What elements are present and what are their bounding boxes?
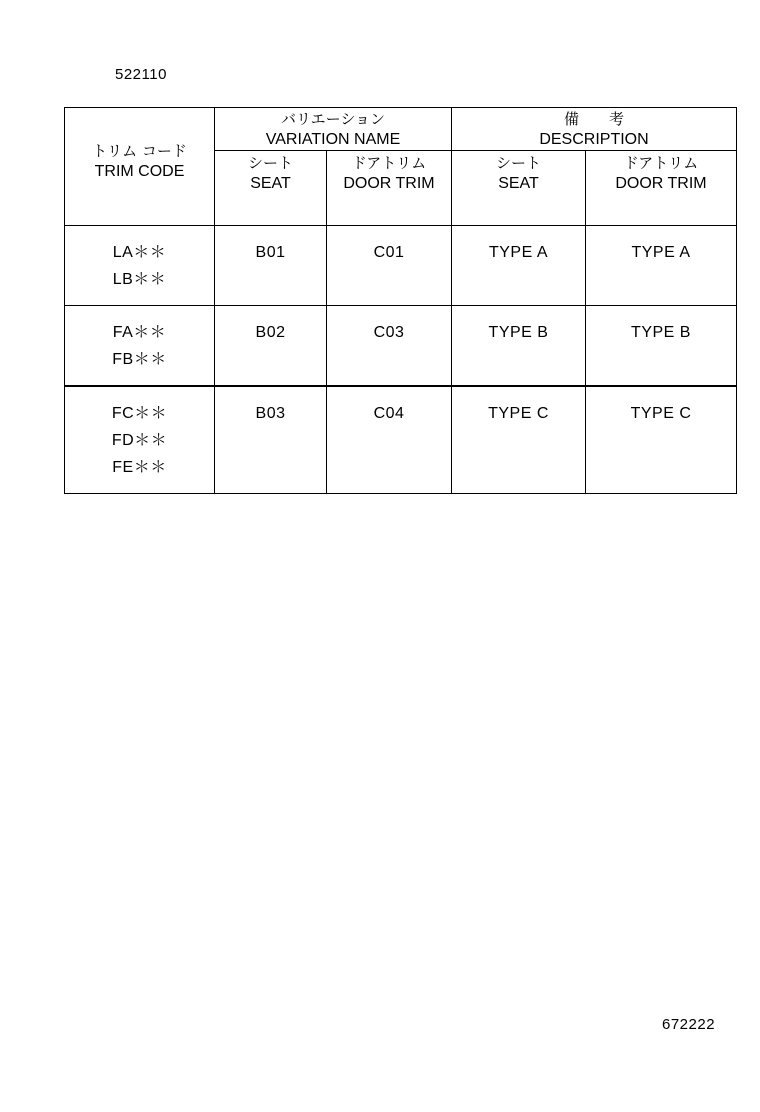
desc-seat-cell: [452, 226, 586, 306]
trim-code: LB＊＊: [112, 271, 167, 288]
description-header: [452, 108, 737, 151]
variation-name-header-en: VARIATION NAME: [265, 130, 401, 148]
table-row: [65, 226, 737, 306]
trim-code: FB＊＊: [112, 351, 167, 368]
door-trim-code: C04: [373, 405, 405, 422]
variation-door-trim-header: [327, 151, 452, 226]
seat-header-en: SEAT: [498, 175, 539, 192]
seat-cell: [215, 386, 327, 494]
seat-code: B02: [255, 324, 286, 341]
door-trim-cell: [327, 306, 452, 387]
trim-code-cell: [65, 306, 215, 387]
door-trim-code: C03: [373, 324, 405, 341]
desc-door-trim-cell: [586, 226, 737, 306]
trim-code-cell: [65, 226, 215, 306]
trim-code-header-jp: トリム コード: [92, 142, 187, 160]
desc-seat-cell: [452, 386, 586, 494]
door-trim-header-jp: ドアトリム: [623, 154, 699, 172]
seat-cell: [215, 306, 327, 387]
seat-cell: [215, 226, 327, 306]
table-row: [65, 386, 737, 494]
desc-door-trim-cell: [586, 386, 737, 494]
door-trim-cell: [327, 386, 452, 494]
desc-door-trim-cell: [586, 306, 737, 387]
page-code: 522110: [115, 66, 167, 83]
seat-code: B03: [255, 405, 286, 422]
table-row: [65, 306, 737, 387]
seat-header-jp: シート: [247, 154, 293, 172]
trim-code-cell: [65, 386, 215, 494]
trim-code: FA＊＊: [112, 324, 167, 341]
desc-door-trim-type: TYPE B: [631, 324, 691, 341]
trim-code: LA＊＊: [112, 244, 167, 261]
trim-code-header: [65, 108, 215, 226]
door-trim-header-en: DOOR TRIM: [343, 175, 435, 192]
variation-seat-header: [215, 151, 327, 226]
variation-name-header: [215, 108, 452, 151]
table-header-row: [65, 108, 737, 151]
variation-name-header-jp: バリエーション: [280, 109, 386, 128]
description-seat-header: [452, 151, 586, 226]
door-trim-header-en: DOOR TRIM: [615, 175, 707, 192]
reference-code: 672222: [662, 1016, 716, 1033]
description-door-trim-header: [586, 151, 737, 226]
description-header-en: DESCRIPTION: [539, 130, 649, 148]
desc-door-trim-type: TYPE A: [631, 244, 691, 261]
door-trim-code: C01: [373, 244, 405, 261]
trim-code-table: [64, 107, 737, 494]
desc-seat-type: TYPE A: [488, 244, 549, 261]
seat-code: B01: [255, 244, 286, 261]
seat-header-jp: シート: [495, 154, 541, 172]
description-header-jp: 備 考: [563, 109, 624, 128]
desc-seat-type: TYPE B: [488, 324, 549, 341]
door-trim-header-jp: ドアトリム: [351, 154, 427, 172]
trim-code: FD＊＊: [111, 432, 168, 449]
trim-code-header-en: TRIM CODE: [94, 163, 185, 180]
trim-code: FE＊＊: [112, 459, 167, 476]
desc-door-trim-type: TYPE C: [630, 405, 692, 422]
trim-code: FC＊＊: [111, 405, 168, 422]
desc-seat-cell: [452, 306, 586, 387]
desc-seat-type: TYPE C: [488, 405, 549, 422]
seat-header-en: SEAT: [250, 175, 291, 192]
door-trim-cell: [327, 226, 452, 306]
